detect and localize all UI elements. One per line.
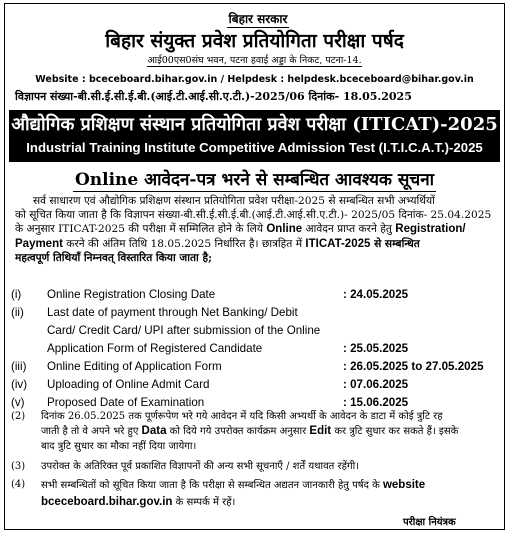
schedule-item-payment: (ii) Last date of payment through Net Banking/ Debit [11, 306, 298, 319]
intro-line: महत्वपूर्ण तिथियाँ निम्नवत् विस्तारित किया जाता है; [15, 251, 212, 264]
board-title: बिहार संयुक्त प्रवेश प्रतियोगिता परीक्षा पर्षद [105, 30, 404, 52]
intro-paragraph [15, 194, 495, 265]
note-3: (3) उपरोक्त के अतिरिक्त पूर्व प्रकाशित विज्ञापनों की अन्य सभी सूचनाएँ / शर्तें यथावत रहेंगी। [11, 461, 359, 472]
signature-controller: परीक्षा नियंत्रक [403, 517, 456, 528]
note-2: (2) दिनांक 26.05.2025 तक पूर्णरूपेण भरे गये आवेदन में यदि किसी अभ्यर्थी के आवेदन के डाटा में कोई त्रुटि रह जाती है तो वे अपने भरे हुए Data को दिये गये उपरोक्त कार्यक्रम अनुसार Edit कर त्रुटि सुधार कर सकते हैं। इसके बाद त्रुटि सुधार का मौका नहीं दिया जायेगा। [11, 411, 459, 452]
intro-line: को सूचित किया जाता है कि विज्ञापन संख्या-बी.सी.ई.सी.ई.बी.(आई.टी.आई.सी.ए.टी.)- 2025/05 दिनांक- 25.04.2025 [15, 209, 492, 222]
intro-line: Payment करने की अंतिम तिथि 18.05.2025 निर्धारित है। छात्रहित में ITICAT-2025 से सम्बन्धित [15, 237, 420, 250]
intro-line: सर्व साधारण एवं औद्योगिक प्रशिक्षण संस्थान प्रतियोगिता प्रवेश परीक्षा-2025 से सम्बन्धित सभी अभ्यर्थियों [33, 195, 435, 207]
notice-heading: Online आवेदन-पत्र भरने से सम्बन्धित आवश्यक सूचना [74, 170, 435, 190]
schedule-item-admit-card: (iv) Uploading of Online Admit Card : 07.06.2025 [11, 378, 409, 391]
schedule-item-registration: (i) Online Registration Closing Date : 24.05.2025 [11, 288, 409, 301]
exam-banner [9, 110, 500, 162]
intro-line: के अनुसार ITICAT-2025 की परीक्षा में सम्मिलित होने के लिये Online आवेदन प्राप्त करने हेतु Registration/ [15, 223, 466, 236]
advertisement-number: विज्ञापन संख्या-बी.सी.ई.सी.ई.बी.(आई.टी.आई.सी.ए.टी.)-2025/06 दिनांक- 18.05.2025 [15, 90, 412, 103]
schedule-item-payment-line2: Card/ Credit Card/ UPI after submission of the Online [47, 324, 321, 337]
schedule-item-payment-line3: Application Form of Registered Candidate : 25.05.2025 [47, 342, 409, 355]
govt-label: बिहार सरकार [228, 12, 288, 26]
note-4: (4) सभी सम्बन्धितों को सूचित किया जाता है कि परीक्षा से सम्बन्धित अद्यतन जानकारी हेतु पर्षद के website bceceboard.bihar.gov.in के सम्पर्क में रहें। [11, 479, 426, 509]
board-address: आई00एस0संघ भवन, पटना हवाई अड्डा के निकट, पटना-14. [147, 55, 362, 66]
website-helpdesk-line: Website : bceceboard.bihar.gov.in / Helpdesk : helpdesk.bceceboard@bihar.gov.in [35, 74, 474, 85]
schedule-item-editing: (iii) Online Editing of Application Form : 26.05.2025 to 27.05.2025 [11, 360, 484, 373]
notice-page [4, 3, 505, 530]
banner-hindi-title: औद्योगिक प्रशिक्षण संस्थान प्रतियोगिता प्रवेश परीक्षा (ITICAT)-2025 [11, 114, 498, 135]
schedule-item-exam-date: (v) Proposed Date of Examination : 15.06.2025 [11, 396, 409, 409]
banner-english-title: Industrial Training Institute Competitive Admission Test (I.T.I.C.A.T.)-2025 [26, 140, 483, 155]
